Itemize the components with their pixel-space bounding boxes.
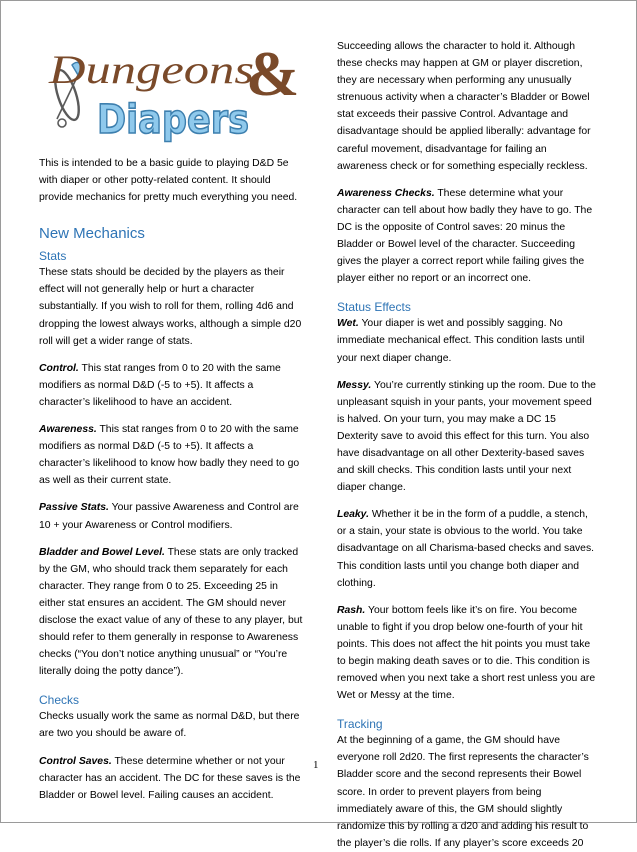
stats-heading: Stats — [39, 249, 67, 264]
checks-heading: Checks — [39, 693, 80, 708]
control-text: This stat ranges from 0 to 20 with the same modifiers as normal D&D (-5 to +5). It affects a character’s likelihood to have an accident. — [39, 362, 281, 408]
tracking-heading: Tracking — [337, 717, 383, 732]
bladder-bowel-term: Bladder and Bowel Level. — [39, 546, 165, 558]
tracking-paragraph: At the beginning of a game, the GM should have everyone roll 2d20. The first represents the character’s Bladder score and the second represents their Bowel score. In order to prevent players from being immediately aware of this, the GM should slightly randomize this by rolling a d20 and adding his result to the player’s die rolls. If any player’s score exceeds 20 — [337, 735, 589, 849]
status-effects-heading: Status Effects — [337, 300, 411, 315]
wet-paragraph — [337, 315, 599, 366]
awareness-checks-text: These determine what your character can tell about how badly they have to go. The DC is the opposite of Control saves: 20 minus the Bladder or Bowel level of the character. Succeeding gives the player a correct report while failing gives the player either no report or an incorrect one. — [337, 187, 593, 285]
stats-intro: These stats should be decided by the players as their effect will not generally help or hurt a character substantially. If you wish to roll for them, rolling 4d6 and dropping the lowest always works, although a simple d20 roll will get a wider range of stats. — [39, 267, 302, 347]
logo-ampersand: & — [246, 43, 300, 109]
rash-paragraph — [337, 602, 599, 705]
rash-text: Your bottom feels like it’s on fire. You become unable to fight if you drop below one-fourth of your hit points. This does not affect the hit points you must take to begin making death saves or to die. This condition is removed when you next take a short rest unless you are Wet or Messy at the time. — [337, 604, 596, 702]
control-saves-paragraph — [39, 753, 303, 804]
rash-term: Rash. — [337, 604, 366, 616]
control-saves-continued: Succeeding allows the character to hold it. Although these checks may happen at GM or player discretion, they are necessary when performing any unusually strenuous activity when a character’s Bladder or Bowel stat exceeds their passive Control. Advantage and disadvantage should be applied liberally: advantage for careful movement, disadvantage for failing an awareness check or for something especially reckless. — [337, 41, 591, 172]
messy-paragraph — [337, 377, 599, 497]
control-saves-term: Control Saves. — [39, 755, 112, 767]
right-column — [337, 38, 599, 852]
logo-word-dungeons: Dungeons — [47, 47, 255, 92]
messy-text: You’re currently stinking up the room. Due to the unpleasant squish in your pants, your movement speed is halved. On your turn, you may make a DC 15 Dexterity save to avoid this effect for this turn. You also have disadvantage on all other Dexterity-based saves and skill checks. This condition lasts until your next diaper change. — [337, 379, 596, 494]
awareness-paragraph — [39, 421, 303, 489]
intro-paragraph: This is intended to be a basic guide to playing D&D 5e with diaper or other potty-related content. It should provide mechanics for pretty much everything you need. — [39, 158, 298, 204]
passive-stats-text: Your passive Awareness and Control are 10 + your Awareness or Control modifiers. — [39, 502, 299, 531]
leaky-text: Whether it be in the form of a puddle, a stench, or a stain, your state is obvious to the world. You take disadvantage on all Charisma-based checks and saves. This condition lasts until you change both diaper and clothing. — [337, 509, 595, 589]
left-column — [39, 155, 303, 804]
checks-intro: Checks usually work the same as normal D&D, but there are two you should be aware of. — [39, 711, 300, 740]
new-mechanics-heading: New Mechanics — [39, 225, 145, 243]
leaky-paragraph — [337, 506, 599, 591]
wet-term: Wet. — [337, 318, 359, 330]
bladder-bowel-paragraph — [39, 544, 303, 681]
awareness-checks-paragraph — [337, 185, 599, 288]
awareness-text: This stat ranges from 0 to 20 with the same modifiers as normal D&D (-5 to +5). It affects a character’s likelihood to know how badly they need to go as well as their current state. — [39, 424, 300, 487]
passive-stats-term: Passive Stats. — [39, 502, 109, 514]
awareness-checks-term: Awareness Checks. — [337, 187, 435, 199]
messy-term: Messy. — [337, 379, 372, 391]
dungeons-and-diapers-logo — [39, 43, 301, 143]
wet-text: Your diaper is wet and possibly sagging. No immediate mechanical effect. This condition lasts until your next diaper change. — [337, 318, 585, 364]
awareness-term: Awareness. — [39, 424, 97, 436]
leaky-term: Leaky. — [337, 509, 369, 521]
control-saves-text: These determine whether or not your character has an accident. The DC for these saves is the Bladder or Bowel level. Failing causes an accident. — [39, 755, 301, 801]
bladder-bowel-text: These stats are only tracked by the GM, who should track them separately for each character. They range from 0 to 25. Exceeding 25 in either stat ensures an accident. The GM should never disclose the exact value of any of these to any player, but should refer to them generally in response to Awareness checks (“You don’t notice anything unusual” or “You’re literally doing the potty dance”). — [39, 546, 303, 678]
logo-word-diapers: Diapers — [97, 97, 249, 143]
passive-stats-paragraph — [39, 499, 303, 533]
page-number: 1 — [313, 759, 319, 771]
control-paragraph — [39, 360, 303, 411]
control-term: Control. — [39, 362, 79, 374]
